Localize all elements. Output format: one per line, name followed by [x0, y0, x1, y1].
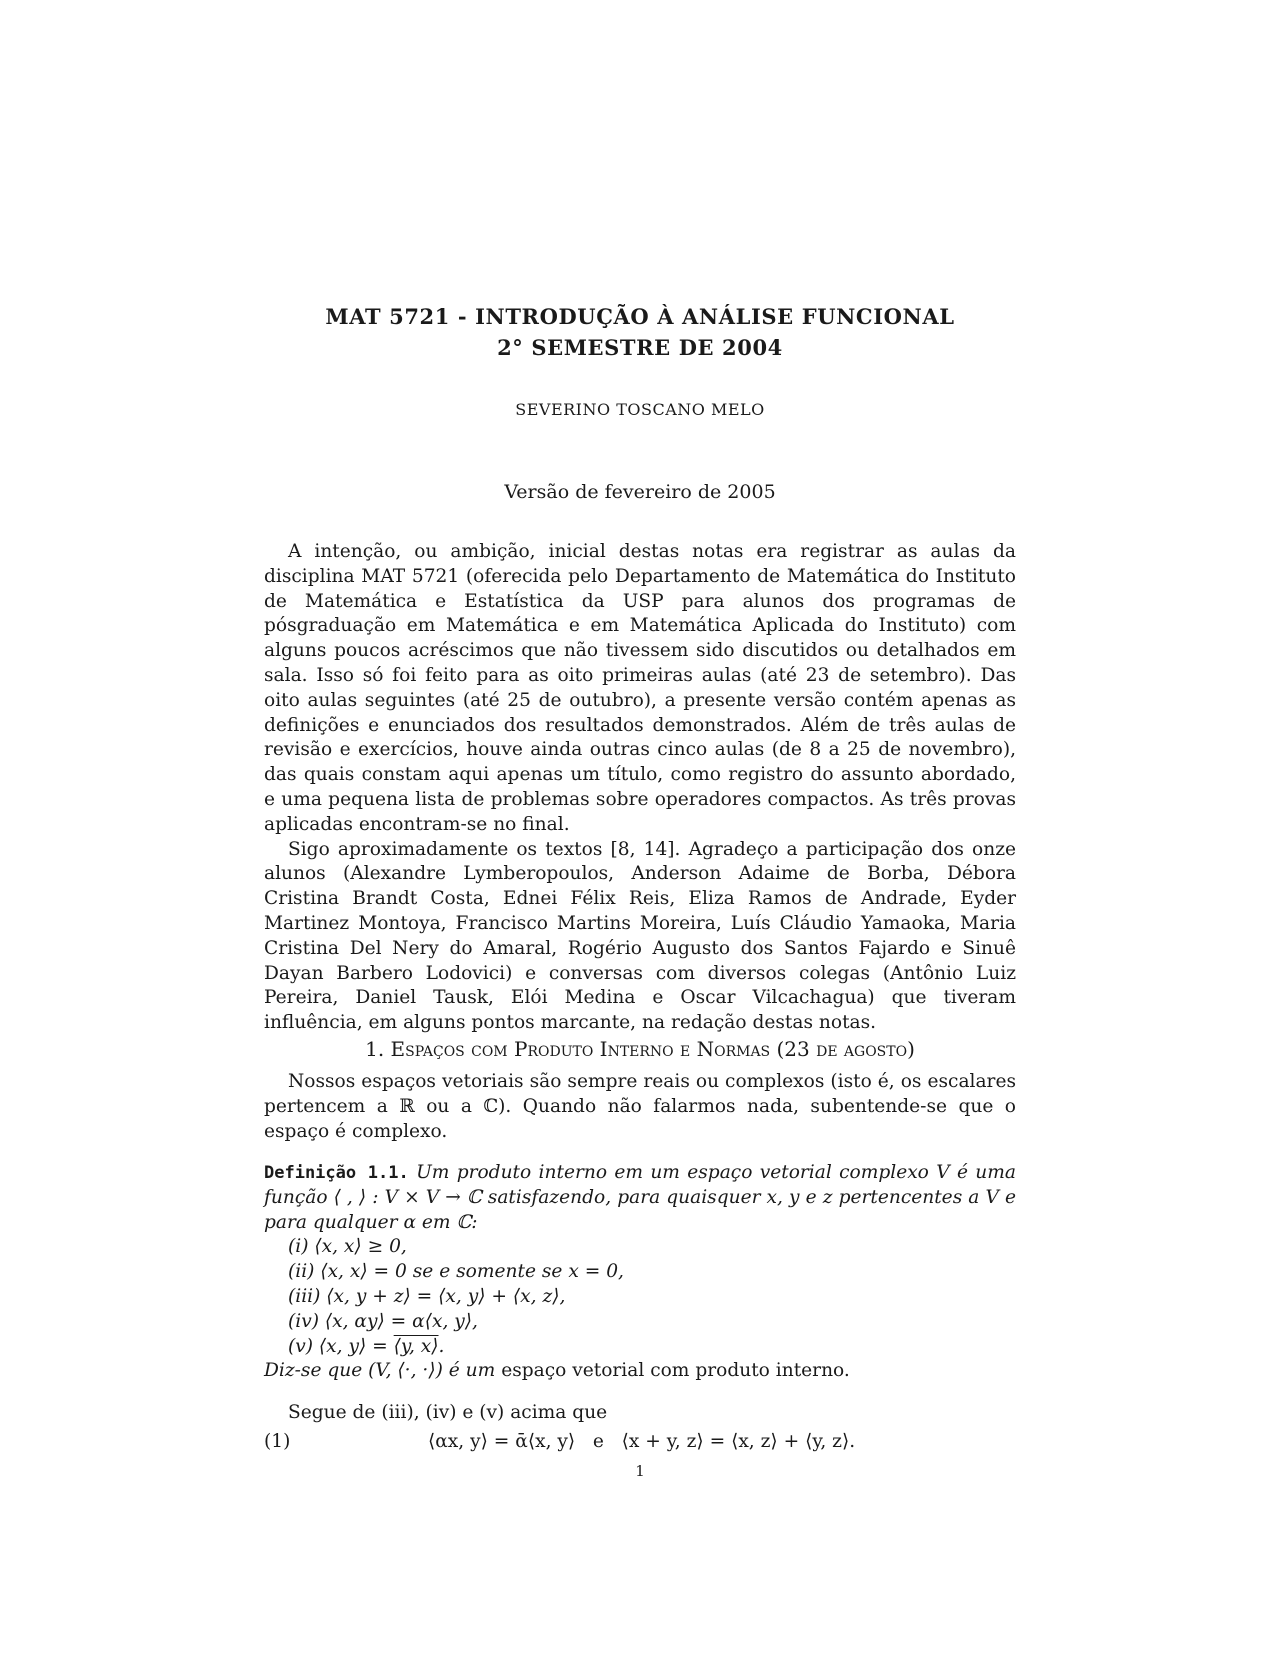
definition-item-5 [264, 1335, 1016, 1360]
document-subtitle: 2° SEMESTRE DE 2004 [497, 335, 783, 360]
intro-paragraph-1: A intenção, ou ambição, inicial destas notas era registrar as aulas da disciplina MAT 5721 (oferecida pelo Departamento de Matemática do Instituto de Matemática e Estatística da USP para alunos dos programas de pósgraduação em Matemática e em Matemática Aplicada do Instituto) com alguns poucos acréscimos que não tivessem sido discutidos ou detalhados em sala. Isso só foi feito para as oito primeiras aulas (até 23 de setembro). Das oito aulas seguintes (até 25 de outubro), a presente versão contém apenas as definições e enunciados dos resultados demonstrados. Além de três aulas de revisão e exercícios, houve ainda outras cinco aulas (de 8 a 25 de novembro), das quais constam aqui apenas um título, como registro do assunto abordado, e uma pequena lista de problemas sobre operadores compactos. As três provas aplicadas encontram-se no final. [264, 541, 1016, 835]
document-title: MAT 5721 - INTRODUÇÃO À ANÁLISE FUNCIONAL [325, 304, 955, 329]
author-name: SEVERINO TOSCANO MELO [515, 400, 765, 419]
definition-statement [264, 1161, 1016, 1235]
definition-item-5-suffix: . [438, 1335, 445, 1357]
definition-item-5-prefix: (v) ⟨x, y⟩ = [288, 1335, 394, 1357]
definition-item: (ii) ⟨x, x⟩ = 0 se e somente se x = 0, [288, 1261, 624, 1283]
version-note: Versão de fevereiro de 2005 [504, 481, 776, 503]
post-definition-line: Segue de (iii), (iv) e (v) acima que [288, 1402, 608, 1423]
definition-closing-roman: espaço vetorial com produto interno. [495, 1360, 850, 1382]
definition-closing-italic: Diz-se que (V, ⟨·, ·⟩) é um [264, 1360, 496, 1382]
definition-item: (i) ⟨x, x⟩ ≥ 0, [288, 1236, 407, 1258]
definition-item: (iv) ⟨x, αy⟩ = α⟨x, y⟩, [288, 1310, 478, 1332]
definition-text: Um produto interno em um espaço vetorial complexo V é uma função ⟨ , ⟩ : V × V → ℂ satisfazendo, para quaisquer x, y e z pertencentes a V e para qualquer α em ℂ: [264, 1162, 1016, 1233]
intro-paragraph-2: Sigo aproximadamente os textos [8, 14]. Agradeço a participação dos onze alunos (Alexandre Lymberopoulos, Anderson Adaime de Borba, Débora Cristina Brandt Costa, Ednei Félix Reis, Eliza Ramos de Andrade, Eyder Martinez Montoya, Francisco Martins Moreira, Luís Cláudio Yamaoka, Maria Cristina Del Nery do Amaral, Rogério Augusto dos Santos Fajardo e Sinuê Dayan Barbero Lodovici) e conversas com diversos colegas (Antônio Luiz Pereira, Daniel Tausk, Elói Medina e Oscar Vilcachagua) que tiveram influência, em alguns pontos marcante, na redação destas notas. [264, 838, 1016, 1034]
equation-body: ⟨αx, y⟩ = ᾱ⟨x, y⟩ e ⟨x + y, z⟩ = ⟨x, z⟩ + ⟨y, z⟩. [428, 1431, 856, 1452]
definition-label: Definição 1.1. [264, 1163, 409, 1183]
section-paragraph: Nossos espaços vetoriais são sempre reais ou complexos (isto é, os escalares pertencem a ℝ ou a ℂ). Quando não falarmos nada, subentende-se que o espaço é complexo. [264, 1071, 1016, 1142]
post-definition-text [264, 1401, 1016, 1426]
definition-closing [264, 1359, 1016, 1384]
definition-block [264, 1161, 1016, 1384]
section-heading: 1. Espaços com Produto Interno e Normas (23 de agosto) [365, 1037, 915, 1061]
page-number: 1 [635, 1462, 645, 1480]
section-intro [264, 1070, 1016, 1144]
conjugate-overline: ⟨y, x⟩ [393, 1335, 439, 1357]
equation-number: (1) [264, 1431, 291, 1452]
intro-section [264, 540, 1016, 1036]
definition-item: (iii) ⟨x, y + z⟩ = ⟨x, y⟩ + ⟨x, z⟩, [288, 1285, 566, 1307]
